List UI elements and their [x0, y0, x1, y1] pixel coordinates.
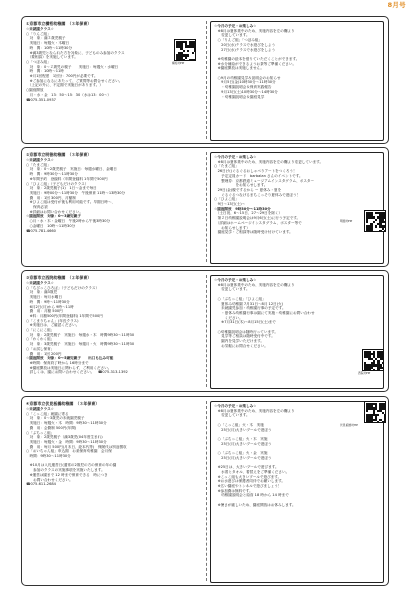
text-line: 参加のクラスの実施事項を実施いたします。 [26, 468, 105, 473]
text-line: 実施日：毎週火・金 時間：9時30～11時30分 [26, 439, 107, 444]
text-line: ※お水遊びは保護者同伴でお願いします。 [214, 479, 286, 484]
text-line: ※詳細はお問い合わせください。 [26, 209, 83, 214]
text-line: 25日(月)大きいプールで遊ぼう [214, 441, 272, 446]
text-line: 未就園児参加・幼稚園行事の予定です。 [214, 306, 286, 311]
text-line: 第２日幼稚園説明会は9月6日(土)に行う予定です。 [214, 216, 301, 221]
text-line: ○幼稚園説明会は随時行っています。 [214, 329, 278, 334]
text-line: ○「お試し保育」 [26, 346, 55, 351]
text-line: ください。 [214, 315, 243, 320]
qr-code[interactable] [364, 401, 386, 423]
text-line: ○「こっこ組」火・木 実施 [214, 422, 264, 427]
text-line: （土日祝、6～15日、27～29日を除く） [214, 211, 283, 216]
text-line: ・幼稚園説明会＆園庭見学 [214, 94, 265, 99]
text-line: ※こっこ組も大きいプールで遊びます。 [214, 474, 282, 479]
text-line: ○「りんご組」 [26, 31, 51, 36]
text-line: ○「たまご組」 [26, 162, 51, 167]
qr-label: 伏見板橋幼HP [340, 423, 358, 427]
text-line: 9月5日(金)10時30分～11時30分 [214, 80, 276, 85]
left-text [26, 281, 202, 375]
divider [206, 401, 207, 581]
text-line: ○「ぶちっこ組」「ひよこ組」 [214, 296, 266, 301]
events-box [210, 152, 384, 264]
text-line: ※園庭開放は実施しません。 [214, 66, 264, 71]
text-line: 費 用：1回 200円 [26, 351, 62, 356]
text-line: ・夏休み幼稚園行事は園にて実施・幼稚園にお問い合わせ [214, 310, 315, 315]
text-line: お問い合わせください。 [26, 477, 73, 482]
text-line: ※運営は園まで 12 時まで保育できる 時につき [26, 472, 108, 477]
text-line: ※25日は、大きいプールで遊びます。 [214, 465, 279, 470]
left-column [26, 275, 202, 375]
text-line: お知らせします） [214, 225, 250, 230]
text-line: 費 用：会費制 500円(年間) [26, 425, 77, 430]
text-line: ※園庭開放は実施日に関わらず、ご利用ください。 [26, 365, 112, 370]
text-line: ○「りんご組」「つぼみ組」 [214, 38, 263, 43]
text-line: ○「ちびっこひろば」（子どもだけのクラス） [26, 285, 100, 290]
qr-label: 西院幼HP [358, 371, 371, 375]
text-line: 対 象：2歳児親子（満3歳児(04年度生まれ) [26, 435, 103, 440]
text-line: （上記の外に、不定期で実施日があります。） [26, 83, 103, 88]
text-line: 実施日：毎週火・木 時間：9時30～11時30分 [26, 421, 107, 426]
right-column [210, 21, 384, 141]
text-line: ☎075-781-4660 [26, 228, 56, 233]
text-line: 対 象：2歳児親子(1) 1日～金まで毎日 [26, 186, 97, 191]
text-line: 時 間：10時～11時30分 [26, 45, 73, 50]
text-line: 保育必須 [26, 205, 48, 210]
text-line: 園内を見学いただけます。 [214, 339, 265, 344]
text-line: ※10月は入札運営日(通常の2歳児の方の保育の年の園 [26, 463, 117, 468]
left-text [26, 158, 202, 233]
left-column [26, 152, 202, 233]
text-line: ☆園庭開放 対象：0～3歳児親子 [26, 214, 81, 219]
text-line: 月・水・金 13：50～15：30（水は13：00～） [26, 92, 111, 97]
text-line: ・幼稚園説明会＆保育実践報告 [214, 85, 272, 90]
text-line: 幼稚園説明会と給食 18 時から 14 時まで [214, 493, 289, 498]
text-line: ☆未就園クラス☆ [26, 281, 54, 285]
events-box [210, 401, 384, 583]
text-line: ※幼稚園の絵本を借りていただくことができます。 [214, 56, 300, 61]
text-line: ※時間：保育終了時から 16時分まで [26, 360, 89, 365]
text-line: ※水分補給ができるようお茶等ご準備ください。 [214, 61, 297, 66]
text-line: 20日(水)テラスで水遊びをしよう [214, 42, 276, 47]
text-line: ☆未就園クラス☆ [26, 158, 54, 162]
card-title: ②京都市立明徳幼稚園 （３年保育） [26, 152, 92, 157]
card-meitoku [21, 147, 389, 267]
text-line: ☆園庭開放 対象：0～5歳児親子 出口も込み可能 [26, 356, 114, 361]
divider [206, 152, 207, 262]
text-line: 変更しています。 [214, 33, 250, 38]
text-line: ※満3歳児となられた方を対象に、子どものみ参加のクラス [26, 50, 125, 55]
text-line: ☆今月の予定・お楽しみ☆ [214, 278, 257, 282]
text-line: ※広い園庭やトンネルで遊びましょう！ [214, 483, 282, 488]
text-line: 実施日：毎週火・木曜日 [26, 41, 70, 46]
text-line: 対 象：満３歳児親子 [26, 36, 66, 41]
text-line: ○「ぶちっこ組」火・金 実施 [214, 451, 268, 456]
text-line: ※参加費は無料です。 [214, 488, 253, 493]
text-line: ○園庭開放 [26, 88, 44, 93]
text-line: 費 用：毎月 500円(月末日、絵本代等) 保険代は別途徴収 [26, 444, 127, 449]
text-line: 夏休み幼稚園 7月31日～8月 12日(火) [214, 301, 284, 306]
text-line: ※ご参加になるにあたって、ご質問等お問合せください。 [26, 78, 123, 83]
text-line: 26日(火)ぐるぐるおしゃべりアートをつくろう！ [214, 169, 297, 174]
text-line: ※年間予約 登録料（年間登録料 1年間で500円 [26, 176, 108, 181]
text-line: 対 象：0～2歳児親子 実施日：毎週水曜日、金曜日 [26, 167, 117, 172]
text-line: 変更しています。 [214, 287, 250, 292]
text-line: 対 象：3歳児親子 実施日：毎週月・火 時間9時30～11時30 [26, 342, 135, 347]
text-line: ぐるぐるつなげるまちこっそり夏休みで遊ぼう！ [214, 192, 301, 197]
text-line: ○「つぼみ組」 [26, 59, 51, 64]
card-saiin [21, 270, 389, 392]
text-line: ○「たまご組」 [214, 164, 239, 169]
text-line: 対 象：満3歳児 [26, 290, 58, 295]
text-line: ※8月は夏休業中のため、実施内容を左の欄より変更しています。 [214, 159, 324, 164]
qr-label: 横桁幼HP [172, 61, 185, 65]
text-line: ○9月の幼稚園見学＆説明会のお知らせ [214, 75, 281, 80]
text-line: ○「ひよこ組」 [214, 197, 239, 202]
text-line: 実施日：9時00分～11時30分 午後保育 11時～13時30分 [26, 190, 126, 195]
text-line: ※8月は夏休業中のため、実施内容を左の欄より [214, 408, 295, 413]
divider [206, 21, 207, 139]
text-line: ○「ひよこ組」（子どもだけのクラス） [26, 181, 89, 186]
card-fushimi-itabashi [21, 396, 389, 586]
text-line: 6月2日(月)から 9時～11時 [26, 304, 74, 309]
text-line: （要相談）を実施しています。 [26, 55, 78, 60]
text-line: ○金曜日 10時～11時30分 [26, 223, 76, 228]
text-line: 9月13日(土)10時30分～14時30分 [214, 89, 278, 94]
text-line: 時 間：9時30分～11時30分 [26, 172, 78, 177]
text-line: 予定定員カード barbalan さんのイベントです。 [214, 173, 303, 178]
text-line: 見学等ご相談は随時受付中です。 [214, 334, 275, 339]
text-line: ○「にこにこ組」 [26, 328, 55, 333]
text-line: ☆園庭開放 9時30分～11時30分 [214, 206, 271, 211]
qr-code[interactable] [364, 210, 386, 232]
text-line: ○月・水・木・金曜日 午後2時から午後3時30分 [26, 219, 111, 224]
text-line: 水着とタオル、着替えをご準備ください。 [214, 469, 290, 474]
text-line: ○「ぶちっこ組」火・木 実施 [214, 436, 268, 441]
text-line: 25日(月)大きいプールで遊ぼう [214, 455, 272, 460]
text-line: ※料：月額500円(年間登録料) 1年間で500円 [26, 313, 103, 318]
events-box [210, 21, 384, 141]
text-line: 実施日：毎月水曜日 [26, 295, 62, 300]
card-title: ④京都市立伏見板橋幼稚園 （３年保育） [26, 401, 100, 406]
text-line: 費 用：月額 500円 [26, 309, 63, 314]
text-line: ○「こまりちゃん」(年長クラス) [26, 318, 79, 323]
text-line: 園庭見学・ご相談等は随時受け付けています。 [214, 230, 293, 235]
text-line: ※8月は夏休業中のため、実施内容を左の欄より [214, 282, 295, 287]
text-line: お気軽にお問合せください。 [214, 343, 268, 348]
right-column [210, 152, 384, 264]
text-line: ※8月は夏休業中のため、実施内容を左の欄より [214, 28, 295, 33]
text-line: ☆今月の予定・お楽しみ☆ [214, 404, 257, 408]
right-column [210, 401, 384, 583]
text-line: ○「ぶちっこ組」 [26, 430, 55, 435]
text-line: 対 象：0～２歳児の親子 実施日：毎週火・水曜日 [26, 64, 119, 69]
text-line: ※7月31日(木)～8月15日(土)まで [214, 320, 276, 325]
text-line: ☆今月の予定・お楽しみ☆ [214, 24, 257, 28]
text-line: （詳細はホームページインスタグラム、ポスター等で [214, 220, 302, 225]
text-line: 整理券：京都鉄道ミュージアムインスタグラム、ポスター [214, 178, 315, 183]
text-line: ☎075-351-0937 [26, 97, 56, 102]
text-line: 時間：9時30～11時30分 [26, 454, 71, 459]
divider [206, 275, 207, 387]
text-line: ※暑さが厳しいため、園庭開放はお休みします。 [214, 502, 296, 507]
text-line: をお知らせします。 [214, 183, 268, 188]
text-line: 時 間：9時～11時30分 [26, 299, 70, 304]
text-line: ☆未就園クラス☆ [26, 407, 54, 411]
text-line: 29日(金)親でするから ー 夏休み・夏を [214, 187, 282, 192]
text-line: ○「おいちゃん組」申込期 お楽保育幼稚園 会月保 [26, 449, 112, 454]
card-title: ③京都市立西院幼稚園 （２年保育） [26, 275, 92, 280]
text-line: 25日(月)大きいプールで遊ぼう [214, 427, 272, 432]
text-line: ※月1回程度 1回分：700円が必要です。 [26, 74, 98, 79]
card-title: ①京都市立横桁幼稚園 （３年保育） [26, 21, 92, 26]
text-line: 変更しています。 [214, 413, 250, 418]
text-line: ○「わくわく組」 [26, 337, 55, 342]
text-line: ○「こっこ組」就園に寄る [26, 411, 69, 416]
card-yokoketa [21, 16, 389, 144]
text-line: 詳しくは、園にお問い合わせください。 ☎075-313-1392 [26, 370, 128, 375]
text-line: 9日～13日(土)～ [214, 202, 246, 207]
left-column [26, 401, 202, 487]
page-label: 8月号 [387, 1, 406, 9]
qr-code[interactable] [174, 39, 196, 61]
text-line: ※ひよこ組は受付が後も利用可能です。早期日時～、 [26, 200, 115, 205]
text-line: 対 象：2歳児親子 実施日：毎週水・木 時間9時30～11時30 [26, 332, 135, 337]
left-text [26, 407, 202, 487]
text-line: ☆未就園クラス☆ [26, 27, 54, 31]
qr-label: 明徳幼HP [340, 219, 353, 223]
qr-code[interactable] [362, 349, 384, 371]
text-line: ☎075-611-2684 [26, 482, 56, 487]
text-line: 27日(水)テラスで水遊びをしよう [214, 47, 276, 52]
text-line: ☆今月の予定・お楽しみ☆ [214, 155, 257, 159]
text-line: ※実施日は、ご確認ください。 [26, 323, 80, 328]
text-line: 時 間：10時～11時 [26, 69, 64, 74]
text-line: 対 象：0～3歳児の未就園児親子 [26, 416, 85, 421]
text-line: 費 用：1回 300円、月額制 [26, 195, 76, 200]
